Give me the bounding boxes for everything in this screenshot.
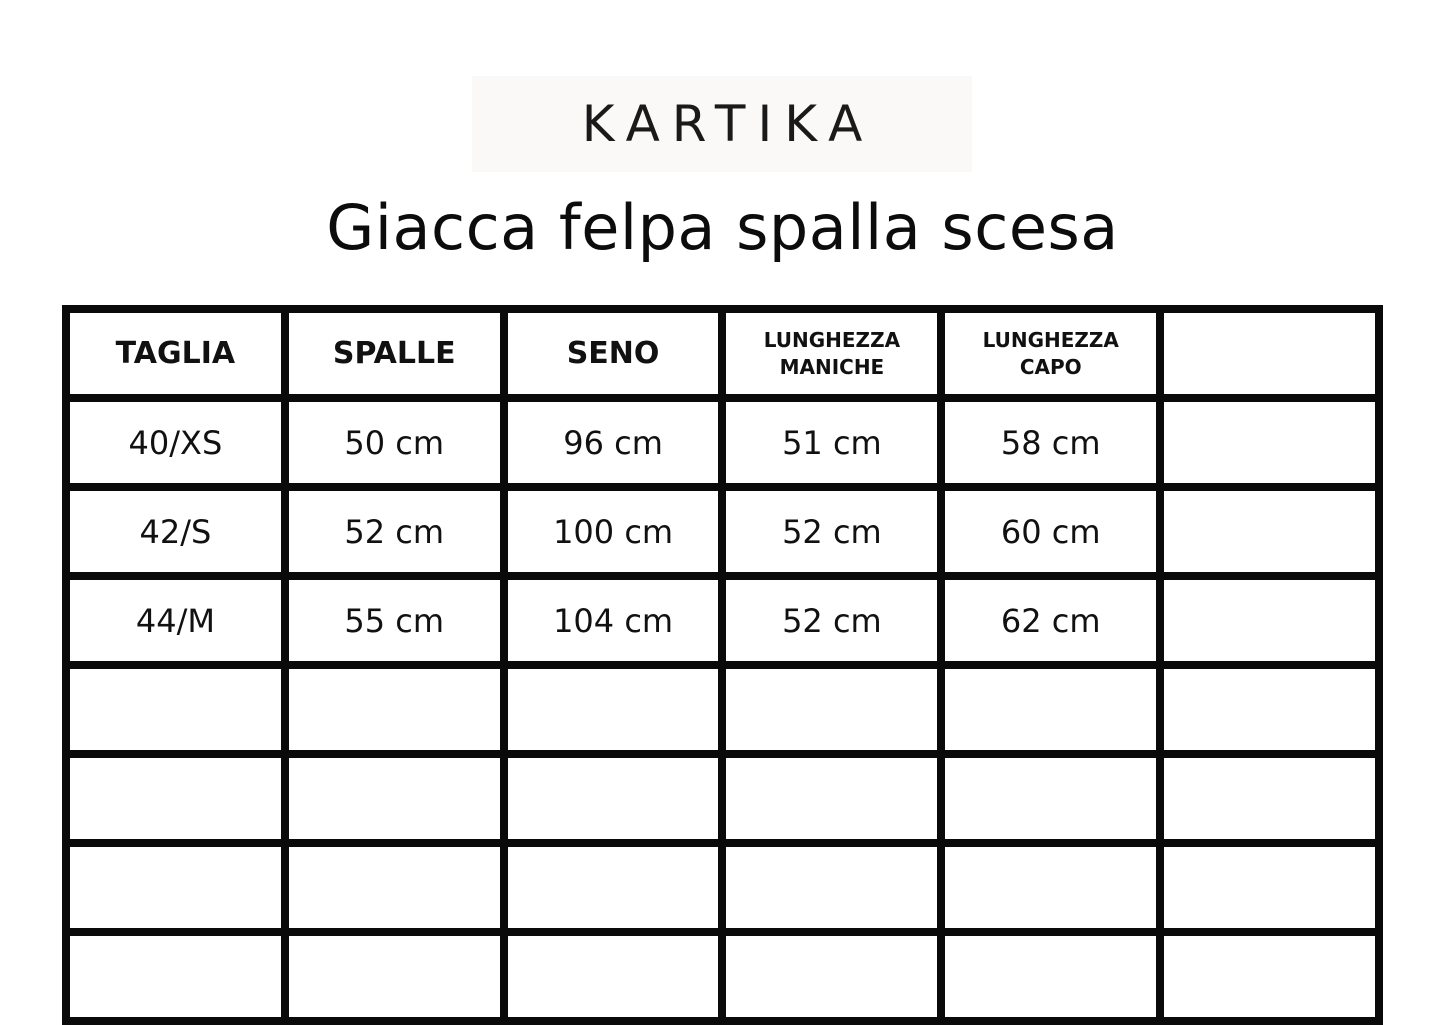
cell-taglia: 44/M [66, 576, 285, 665]
header-label-line2: MANICHE [779, 354, 885, 379]
cell-lunghezza-maniche: 52 cm [722, 487, 941, 576]
brand-logo-text: KARTIKA [581, 95, 875, 153]
cell-spalle: 55 cm [285, 576, 504, 665]
cell-lunghezza-maniche [722, 754, 941, 843]
cell-seno: 104 cm [504, 576, 723, 665]
header-spalle [285, 309, 504, 398]
table-header-row [66, 309, 1379, 398]
cell-lunghezza-capo [941, 843, 1160, 932]
cell-lunghezza-maniche: 52 cm [722, 576, 941, 665]
cell-lunghezza-maniche [722, 843, 941, 932]
header-lunghezza-maniche [722, 309, 941, 398]
cell-seno: 100 cm [504, 487, 723, 576]
cell-empty [1160, 754, 1379, 843]
cell-spalle [285, 665, 504, 754]
cell-seno [504, 754, 723, 843]
cell-spalle: 50 cm [285, 398, 504, 487]
cell-taglia [66, 665, 285, 754]
cell-lunghezza-capo [941, 754, 1160, 843]
cell-empty [1160, 843, 1379, 932]
cell-lunghezza-capo: 60 cm [941, 487, 1160, 576]
cell-spalle [285, 932, 504, 1021]
table-row [66, 754, 1379, 843]
cell-empty [1160, 665, 1379, 754]
header-label: SPALLE [332, 336, 456, 371]
table-row [66, 843, 1379, 932]
table-row [66, 932, 1379, 1021]
cell-taglia: 40/XS [66, 398, 285, 487]
cell-seno [504, 665, 723, 754]
table-row [66, 665, 1379, 754]
header-lunghezza-capo [941, 309, 1160, 398]
header-empty [1160, 309, 1379, 398]
header-label-line1: LUNGHEZZA [982, 327, 1119, 352]
header-label-line1: LUNGHEZZA [763, 327, 901, 352]
size-chart-table [62, 305, 1383, 1025]
header-label: TAGLIA [115, 336, 236, 371]
header-taglia [66, 309, 285, 398]
cell-empty [1160, 487, 1379, 576]
cell-lunghezza-maniche: 51 cm [722, 398, 941, 487]
page-title: Giacca felpa spalla scesa [326, 191, 1119, 264]
table-row [66, 576, 1379, 665]
cell-spalle [285, 754, 504, 843]
cell-seno: 96 cm [504, 398, 723, 487]
cell-lunghezza-capo: 58 cm [941, 398, 1160, 487]
table-row [66, 398, 1379, 487]
cell-taglia [66, 932, 285, 1021]
cell-empty [1160, 932, 1379, 1021]
cell-taglia: 42/S [66, 487, 285, 576]
brand-logo [472, 76, 972, 172]
cell-taglia [66, 754, 285, 843]
cell-spalle: 52 cm [285, 487, 504, 576]
table-row [66, 487, 1379, 576]
cell-lunghezza-maniche [722, 665, 941, 754]
cell-taglia [66, 843, 285, 932]
cell-spalle [285, 843, 504, 932]
cell-empty [1160, 398, 1379, 487]
cell-lunghezza-capo [941, 932, 1160, 1021]
cell-empty [1160, 576, 1379, 665]
cell-seno [504, 932, 723, 1021]
cell-lunghezza-capo [941, 665, 1160, 754]
cell-seno [504, 843, 723, 932]
cell-lunghezza-maniche [722, 932, 941, 1021]
header-seno [504, 309, 723, 398]
header-label-line2: CAPO [1019, 354, 1082, 379]
header-label: SENO [566, 336, 660, 371]
cell-lunghezza-capo: 62 cm [941, 576, 1160, 665]
